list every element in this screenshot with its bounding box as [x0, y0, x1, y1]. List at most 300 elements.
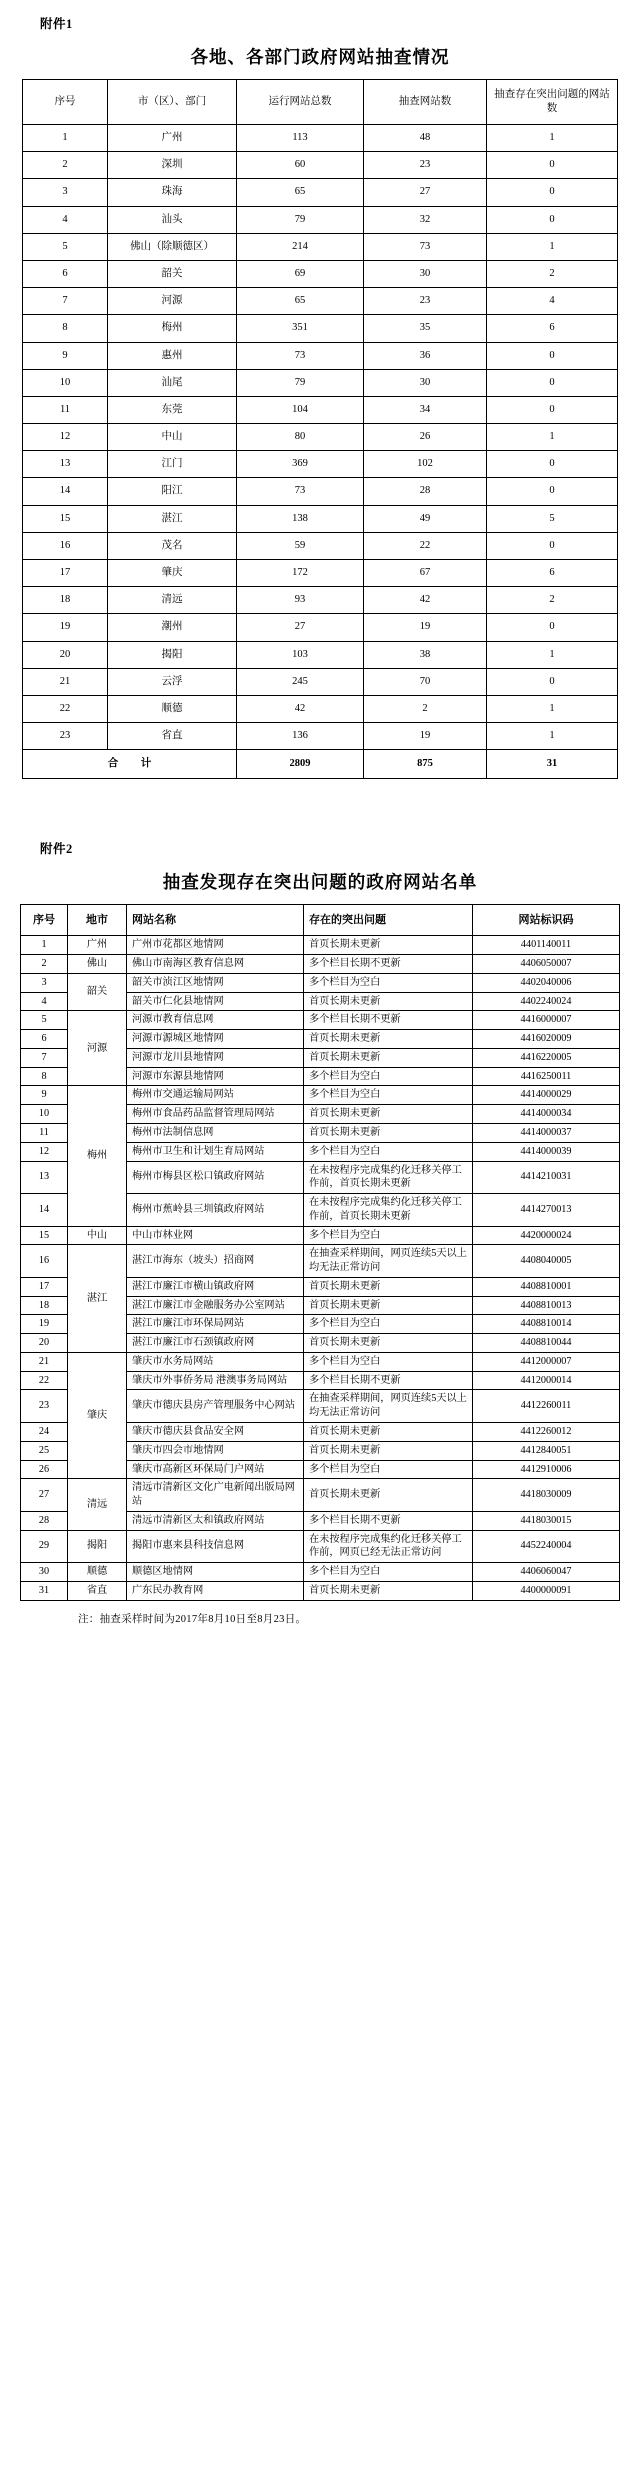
- attachment-1-label: 附件1: [40, 17, 73, 31]
- table1-cell-no: 6: [23, 260, 108, 287]
- table1-cell-total: 369: [237, 451, 364, 478]
- table1-cell-no: 15: [23, 505, 108, 532]
- table1-cell-total: 79: [237, 206, 364, 233]
- table1-cell-problem: 1: [487, 233, 618, 260]
- table2-cell-code: 4418030015: [473, 1511, 620, 1530]
- attachment-1-section: [0, 14, 640, 779]
- table2-cell-problem: 在抽查采样期间，网页连续5天以上均无法正常访问: [304, 1245, 473, 1278]
- table2-cell-no: 23: [21, 1390, 68, 1423]
- table2-cell-no: 19: [21, 1315, 68, 1334]
- table2-cell-site: 中山市林业网: [127, 1226, 304, 1245]
- table2-cell-no: 16: [21, 1245, 68, 1278]
- table2-cell-code: 4420000024: [473, 1226, 620, 1245]
- table1-header-row: [23, 80, 618, 125]
- table1-cell-region: 深圳: [108, 152, 237, 179]
- table2-cell-no: 11: [21, 1123, 68, 1142]
- table-row: [21, 973, 620, 992]
- table1-cell-no: 3: [23, 179, 108, 206]
- table1-cell-no: 11: [23, 396, 108, 423]
- table2-cell-no: 1: [21, 936, 68, 955]
- table2-cell-site: 湛江市廉江市石颈镇政府网: [127, 1334, 304, 1353]
- table2-cell-no: 22: [21, 1371, 68, 1390]
- table2-header-row: [21, 905, 620, 936]
- table2-cell-code: 4401140011: [473, 936, 620, 955]
- table1-cell-sampled: 28: [364, 478, 487, 505]
- table2-cell-no: 10: [21, 1105, 68, 1124]
- table1-cell-problem: 0: [487, 451, 618, 478]
- table2-cell-code: 4418030009: [473, 1479, 620, 1512]
- attachment-2-title: 抽查发现存在突出问题的政府网站名单: [162, 872, 478, 893]
- table2-cell-site: 河源市龙川县地情网: [127, 1048, 304, 1067]
- table1-cell-sampled: 34: [364, 396, 487, 423]
- table1-cell-no: 8: [23, 315, 108, 342]
- table2-cell-problem: 在未按程序完成集约化迁移关停工作前，首页长期未更新: [304, 1194, 473, 1227]
- table1-cell-region: 江门: [108, 451, 237, 478]
- table1-cell-region: 湛江: [108, 505, 237, 532]
- table2-cell-site: 湛江市廉江市环保局网站: [127, 1315, 304, 1334]
- table1-cell-total: 172: [237, 560, 364, 587]
- table1-cell-total: 27: [237, 614, 364, 641]
- table2-cell-problem: 多个栏目长期不更新: [304, 1511, 473, 1530]
- table2-cell-site: 韶关市仁化县地情网: [127, 992, 304, 1011]
- table1-cell-problem: 0: [487, 152, 618, 179]
- table1-total-problem: 31: [487, 750, 618, 779]
- table1-cell-no: 2: [23, 152, 108, 179]
- table1-total-label: 合 计: [23, 750, 237, 779]
- table1-cell-region: 东莞: [108, 396, 237, 423]
- table2-cell-code: 4406060047: [473, 1563, 620, 1582]
- table2-cell-city: 河源: [68, 1011, 127, 1086]
- table2-cell-site: 梅州市法制信息网: [127, 1123, 304, 1142]
- table1-cell-problem: 0: [487, 342, 618, 369]
- table2-cell-site: 肇庆市外事侨务局 港澳事务局网站: [127, 1371, 304, 1390]
- table1-cell-no: 9: [23, 342, 108, 369]
- table2-cell-site: 肇庆市水务局网站: [127, 1352, 304, 1371]
- table-row: [23, 587, 618, 614]
- table-row: [23, 342, 618, 369]
- attachment-1-title: 各地、各部门政府网站抽查情况: [190, 47, 450, 67]
- table-row: [21, 955, 620, 974]
- table1-cell-total: 73: [237, 478, 364, 505]
- table1-cell-problem: 2: [487, 260, 618, 287]
- table2-cell-no: 27: [21, 1479, 68, 1512]
- table1-cell-total: 136: [237, 723, 364, 750]
- table1-cell-problem: 0: [487, 532, 618, 559]
- table1-cell-problem: 1: [487, 641, 618, 668]
- table1-total-total: 2809: [237, 750, 364, 779]
- table1-cell-region: 省直: [108, 723, 237, 750]
- table1-cell-total: 65: [237, 288, 364, 315]
- table1-cell-region: 顺德: [108, 695, 237, 722]
- table-row: [23, 451, 618, 478]
- table1-cell-problem: 1: [487, 424, 618, 451]
- table1-cell-problem: 6: [487, 315, 618, 342]
- table2-cell-no: 18: [21, 1296, 68, 1315]
- table-row: [23, 668, 618, 695]
- table2-cell-site: 佛山市南海区教育信息网: [127, 955, 304, 974]
- table1-cell-problem: 2: [487, 587, 618, 614]
- table2-cell-site: 湛江市廉江市横山镇政府网: [127, 1277, 304, 1296]
- table-row: [23, 260, 618, 287]
- table2-cell-site: 广东民办教育网: [127, 1581, 304, 1600]
- table2-col-header-no: 序号: [21, 905, 68, 936]
- table1-cell-region: 肇庆: [108, 560, 237, 587]
- table-row: [23, 152, 618, 179]
- table2-cell-no: 28: [21, 1511, 68, 1530]
- table2-cell-code: 4414270013: [473, 1194, 620, 1227]
- table1-cell-no: 13: [23, 451, 108, 478]
- table2-cell-problem: 多个栏目长期不更新: [304, 955, 473, 974]
- table2-cell-no: 6: [21, 1030, 68, 1049]
- table1-cell-problem: 0: [487, 668, 618, 695]
- table2-cell-no: 17: [21, 1277, 68, 1296]
- table1-col-header-sampled: 抽查网站数: [364, 80, 487, 125]
- table2-cell-site: 清远市清新区太和镇政府网站: [127, 1511, 304, 1530]
- table1-cell-total: 80: [237, 424, 364, 451]
- table1-cell-problem: 1: [487, 695, 618, 722]
- table1-cell-sampled: 70: [364, 668, 487, 695]
- table2-cell-no: 21: [21, 1352, 68, 1371]
- table2-cell-city: 佛山: [68, 955, 127, 974]
- table1-cell-total: 93: [237, 587, 364, 614]
- table2-cell-problem: 在未按程序完成集约化迁移关停工作前，网页已经无法正常访问: [304, 1530, 473, 1563]
- table2-cell-no: 14: [21, 1194, 68, 1227]
- table1-cell-region: 汕头: [108, 206, 237, 233]
- table1-cell-no: 19: [23, 614, 108, 641]
- table1-cell-region: 揭阳: [108, 641, 237, 668]
- table2-cell-city: 顺德: [68, 1563, 127, 1582]
- table1-cell-total: 60: [237, 152, 364, 179]
- table1-cell-problem: 0: [487, 396, 618, 423]
- table2-cell-site: 河源市源城区地情网: [127, 1030, 304, 1049]
- table-row: [23, 369, 618, 396]
- table1-cell-region: 韶关: [108, 260, 237, 287]
- table2-cell-no: 7: [21, 1048, 68, 1067]
- table1-col-header-no: 序号: [23, 80, 108, 125]
- table2-cell-no: 9: [21, 1086, 68, 1105]
- table2-cell-no: 15: [21, 1226, 68, 1245]
- table1-cell-problem: 4: [487, 288, 618, 315]
- table-row: [21, 1011, 620, 1030]
- table-row: [21, 1245, 620, 1278]
- table2-cell-problem: 在未按程序完成集约化迁移关停工作前，首页长期未更新: [304, 1161, 473, 1194]
- table1-cell-sampled: 27: [364, 179, 487, 206]
- sampling-period-note: 注：抽查采样时间为2017年8月10日至8月23日。: [78, 1613, 307, 1625]
- table-row: [21, 1352, 620, 1371]
- table2-cell-no: 25: [21, 1441, 68, 1460]
- table2-cell-problem: 多个栏目为空白: [304, 1563, 473, 1582]
- table2-cell-problem: 多个栏目长期不更新: [304, 1011, 473, 1030]
- table2-cell-code: 4414000034: [473, 1105, 620, 1124]
- table-row: [23, 424, 618, 451]
- table1-cell-sampled: 23: [364, 152, 487, 179]
- table1-cell-region: 云浮: [108, 668, 237, 695]
- table1-cell-region: 阳江: [108, 478, 237, 505]
- table2-cell-site: 梅州市卫生和计划生育局网站: [127, 1142, 304, 1161]
- table1-cell-total: 73: [237, 342, 364, 369]
- table2-cell-city: 韶关: [68, 973, 127, 1011]
- table2-cell-problem: 多个栏目为空白: [304, 1142, 473, 1161]
- problem-website-list-table: [20, 904, 620, 1600]
- table2-cell-code: 4412910006: [473, 1460, 620, 1479]
- table2-cell-site: 河源市教育信息网: [127, 1011, 304, 1030]
- table-row: [21, 1563, 620, 1582]
- table1-cell-region: 珠海: [108, 179, 237, 206]
- table2-cell-city: 肇庆: [68, 1352, 127, 1478]
- table1-cell-sampled: 38: [364, 641, 487, 668]
- table2-cell-code: 4408810001: [473, 1277, 620, 1296]
- table2-cell-no: 13: [21, 1161, 68, 1194]
- table1-cell-sampled: 26: [364, 424, 487, 451]
- table1-cell-no: 23: [23, 723, 108, 750]
- table-row: [23, 723, 618, 750]
- table2-cell-problem: 多个栏目为空白: [304, 1460, 473, 1479]
- table1-cell-no: 18: [23, 587, 108, 614]
- table1-cell-region: 广州: [108, 125, 237, 152]
- table1-cell-sampled: 35: [364, 315, 487, 342]
- table-row: [21, 1226, 620, 1245]
- table2-cell-site: 湛江市海东（坡头）招商网: [127, 1245, 304, 1278]
- table2-cell-no: 3: [21, 973, 68, 992]
- table2-cell-problem: 多个栏目为空白: [304, 1086, 473, 1105]
- table1-cell-region: 河源: [108, 288, 237, 315]
- table1-cell-sampled: 42: [364, 587, 487, 614]
- table2-header: [21, 905, 620, 936]
- table1-cell-sampled: 49: [364, 505, 487, 532]
- table1-cell-total: 104: [237, 396, 364, 423]
- table-row: [23, 125, 618, 152]
- table-row: [23, 315, 618, 342]
- table1-cell-total: 245: [237, 668, 364, 695]
- table2-cell-problem: 多个栏目为空白: [304, 1315, 473, 1334]
- table2-cell-problem: 首页长期未更新: [304, 1277, 473, 1296]
- table-row: [23, 206, 618, 233]
- table2-cell-problem: 多个栏目为空白: [304, 1226, 473, 1245]
- table2-cell-site: 梅州市蕉岭县三圳镇政府网站: [127, 1194, 304, 1227]
- table2-cell-problem: 首页长期未更新: [304, 1581, 473, 1600]
- table2-col-header-problem: 存在的突出问题: [304, 905, 473, 936]
- table2-cell-site: 肇庆市德庆县房产管理服务中心网站: [127, 1390, 304, 1423]
- table2-cell-code: 4406050007: [473, 955, 620, 974]
- table2-cell-code: 4414000029: [473, 1086, 620, 1105]
- table-row: [23, 560, 618, 587]
- table2-cell-no: 20: [21, 1334, 68, 1353]
- table2-cell-code: 4412260012: [473, 1422, 620, 1441]
- table1-col-header-problem: 抽查存在突出问题的网站数: [487, 80, 618, 125]
- table-row: [21, 1530, 620, 1563]
- table2-cell-no: 29: [21, 1530, 68, 1563]
- table2-cell-problem: 在抽查采样期间，网页连续5天以上均无法正常访问: [304, 1390, 473, 1423]
- table2-cell-code: 4416220005: [473, 1048, 620, 1067]
- table1-cell-total: 138: [237, 505, 364, 532]
- table2-cell-site: 河源市东源县地情网: [127, 1067, 304, 1086]
- table1-cell-no: 12: [23, 424, 108, 451]
- table-row: [23, 478, 618, 505]
- table1-cell-region: 汕尾: [108, 369, 237, 396]
- table2-col-header-code: 网站标识码: [473, 905, 620, 936]
- government-website-inspection-table: [22, 79, 618, 779]
- table2-cell-code: 4408040005: [473, 1245, 620, 1278]
- table2-cell-no: 8: [21, 1067, 68, 1086]
- table2-cell-problem: 多个栏目为空白: [304, 1067, 473, 1086]
- table2-cell-problem: 首页长期未更新: [304, 1030, 473, 1049]
- table1-cell-problem: 0: [487, 369, 618, 396]
- table1-cell-sampled: 19: [364, 614, 487, 641]
- table1-cell-problem: 0: [487, 206, 618, 233]
- table1-body: [23, 125, 618, 779]
- table1-total-sampled: 875: [364, 750, 487, 779]
- table2-cell-site: 湛江市廉江市金融服务办公室网站: [127, 1296, 304, 1315]
- table2-cell-no: 5: [21, 1011, 68, 1030]
- table2-cell-problem: 首页长期未更新: [304, 1296, 473, 1315]
- table1-header: [23, 80, 618, 125]
- table2-cell-code: 4402240024: [473, 992, 620, 1011]
- table2-cell-city: 中山: [68, 1226, 127, 1245]
- table2-cell-code: 4414210031: [473, 1161, 620, 1194]
- table2-cell-code: 4408810044: [473, 1334, 620, 1353]
- table1-cell-region: 惠州: [108, 342, 237, 369]
- table1-total-row: [23, 750, 618, 779]
- table1-col-header-region: 市（区）、部门: [108, 80, 237, 125]
- table1-cell-no: 1: [23, 125, 108, 152]
- table2-col-header-site: 网站名称: [127, 905, 304, 936]
- table2-col-header-city: 地市: [68, 905, 127, 936]
- table1-cell-sampled: 2: [364, 695, 487, 722]
- table2-cell-site: 揭阳市惠来县科技信息网: [127, 1530, 304, 1563]
- table1-cell-no: 14: [23, 478, 108, 505]
- table1-cell-region: 中山: [108, 424, 237, 451]
- table-row: [23, 288, 618, 315]
- table-row: [21, 1479, 620, 1512]
- table1-cell-sampled: 73: [364, 233, 487, 260]
- table1-cell-sampled: 67: [364, 560, 487, 587]
- table1-cell-problem: 5: [487, 505, 618, 532]
- table1-cell-no: 20: [23, 641, 108, 668]
- table2-cell-code: 4416250011: [473, 1067, 620, 1086]
- table2-cell-city: 清远: [68, 1479, 127, 1530]
- table1-cell-total: 65: [237, 179, 364, 206]
- table2-cell-problem: 首页长期未更新: [304, 1123, 473, 1142]
- table2-cell-code: 4416020009: [473, 1030, 620, 1049]
- table1-cell-problem: 0: [487, 478, 618, 505]
- table-row: [23, 641, 618, 668]
- table2-cell-no: 30: [21, 1563, 68, 1582]
- table2-cell-code: 4400000091: [473, 1581, 620, 1600]
- table1-col-header-total: 运行网站总数: [237, 80, 364, 125]
- table2-cell-problem: 首页长期未更新: [304, 1048, 473, 1067]
- table1-cell-total: 69: [237, 260, 364, 287]
- table1-cell-no: 4: [23, 206, 108, 233]
- table2-cell-problem: 首页长期未更新: [304, 1105, 473, 1124]
- section-spacer: [0, 779, 640, 825]
- table1-cell-sampled: 30: [364, 260, 487, 287]
- table2-cell-code: 4416000007: [473, 1011, 620, 1030]
- table-row: [23, 614, 618, 641]
- attachment-2-label: 附件2: [40, 842, 73, 857]
- table2-cell-problem: 首页长期未更新: [304, 1479, 473, 1512]
- table2-cell-code: 4452240004: [473, 1530, 620, 1563]
- table2-cell-problem: 首页长期未更新: [304, 936, 473, 955]
- table2-cell-problem: 多个栏目长期不更新: [304, 1371, 473, 1390]
- table1-cell-total: 113: [237, 125, 364, 152]
- table1-cell-sampled: 19: [364, 723, 487, 750]
- table2-body: [21, 936, 620, 1600]
- table-row: [21, 936, 620, 955]
- table2-cell-code: 4412840051: [473, 1441, 620, 1460]
- table2-cell-site: 广州市花都区地情网: [127, 936, 304, 955]
- table-row: [23, 505, 618, 532]
- table2-cell-city: 省直: [68, 1581, 127, 1600]
- table1-cell-sampled: 102: [364, 451, 487, 478]
- table1-cell-total: 59: [237, 532, 364, 559]
- table2-cell-city: 广州: [68, 936, 127, 955]
- table2-cell-city: 梅州: [68, 1086, 127, 1226]
- table-row: [23, 233, 618, 260]
- table1-cell-sampled: 23: [364, 288, 487, 315]
- table2-cell-city: 揭阳: [68, 1530, 127, 1563]
- table-row: [23, 396, 618, 423]
- table2-cell-site: 清远市清新区文化广电新闻出版局网站: [127, 1479, 304, 1512]
- table2-cell-city: 湛江: [68, 1245, 127, 1353]
- table2-cell-site: 肇庆市高新区环保局门户网站: [127, 1460, 304, 1479]
- table2-cell-no: 2: [21, 955, 68, 974]
- table-row: [21, 1086, 620, 1105]
- table1-cell-sampled: 30: [364, 369, 487, 396]
- table1-cell-no: 5: [23, 233, 108, 260]
- table1-cell-total: 351: [237, 315, 364, 342]
- table2-cell-code: 4414000039: [473, 1142, 620, 1161]
- table2-cell-site: 肇庆市四会市地情网: [127, 1441, 304, 1460]
- table2-cell-no: 26: [21, 1460, 68, 1479]
- table2-cell-site: 肇庆市德庆县食品安全网: [127, 1422, 304, 1441]
- table1-cell-region: 梅州: [108, 315, 237, 342]
- table2-cell-site: 顺德区地情网: [127, 1563, 304, 1582]
- table1-cell-sampled: 48: [364, 125, 487, 152]
- table1-cell-region: 佛山（除顺德区）: [108, 233, 237, 260]
- table2-cell-code: 4408810014: [473, 1315, 620, 1334]
- table2-cell-code: 4402040006: [473, 973, 620, 992]
- table2-cell-no: 24: [21, 1422, 68, 1441]
- table2-cell-problem: 首页长期未更新: [304, 992, 473, 1011]
- table1-cell-sampled: 32: [364, 206, 487, 233]
- table2-cell-no: 31: [21, 1581, 68, 1600]
- table2-cell-problem: 首页长期未更新: [304, 1441, 473, 1460]
- table1-cell-total: 214: [237, 233, 364, 260]
- table2-cell-code: 4412260011: [473, 1390, 620, 1423]
- table1-cell-total: 79: [237, 369, 364, 396]
- table1-cell-no: 22: [23, 695, 108, 722]
- table2-cell-problem: 多个栏目为空白: [304, 973, 473, 992]
- table2-cell-site: 韶关市浈江区地情网: [127, 973, 304, 992]
- table1-cell-region: 清远: [108, 587, 237, 614]
- table1-cell-sampled: 22: [364, 532, 487, 559]
- table2-cell-no: 4: [21, 992, 68, 1011]
- table1-cell-problem: 1: [487, 125, 618, 152]
- table2-cell-code: 4412000014: [473, 1371, 620, 1390]
- table-row: [23, 532, 618, 559]
- table2-cell-site: 梅州市食品药品监督管理局网站: [127, 1105, 304, 1124]
- table1-cell-region: 潮州: [108, 614, 237, 641]
- table1-cell-problem: 0: [487, 614, 618, 641]
- table2-cell-problem: 多个栏目为空白: [304, 1352, 473, 1371]
- table1-cell-total: 42: [237, 695, 364, 722]
- document-page: [0, 14, 640, 1626]
- table1-cell-region: 茂名: [108, 532, 237, 559]
- table1-cell-no: 16: [23, 532, 108, 559]
- table-row: [23, 179, 618, 206]
- table1-cell-problem: 1: [487, 723, 618, 750]
- table1-cell-problem: 6: [487, 560, 618, 587]
